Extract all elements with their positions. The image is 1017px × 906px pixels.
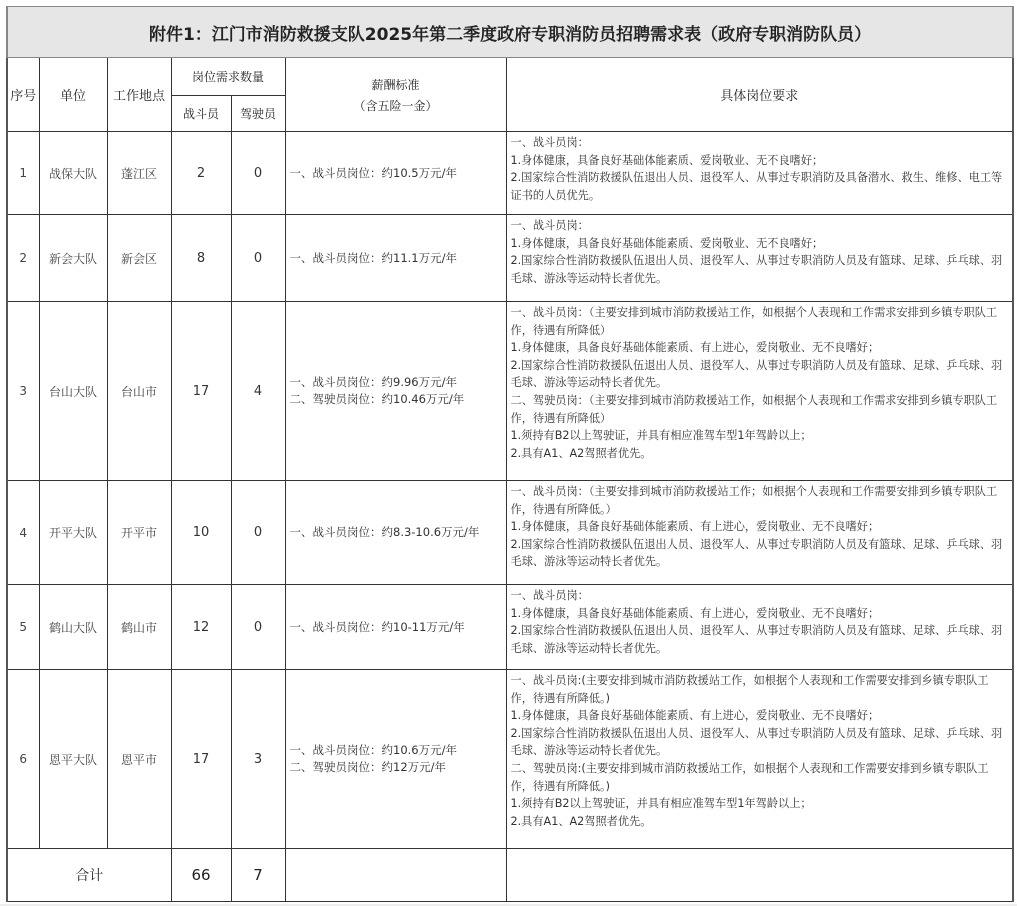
total-row xyxy=(7,849,1013,902)
requirement-line: 一、战斗员岗：（主要安排到城市消防救援站工作；如根据个人表现和工作需要安排到乡镇专职队工作，待遇有所降低。） xyxy=(510,485,998,516)
requirement-line: 1.须持有B2以上驾驶证，并具有相应准驾车型1年驾龄以上； xyxy=(510,797,812,811)
cell-location: 恩平市 xyxy=(107,670,171,849)
salary-line: 一、战斗员岗位：约9.96万元/年 xyxy=(289,375,457,389)
header-seq: 序号 xyxy=(7,58,39,132)
cell-seq: 1 xyxy=(7,132,39,215)
total-firefighter: 66 xyxy=(171,849,231,902)
cell-requirements xyxy=(506,481,1013,585)
cell-unit: 新会大队 xyxy=(39,215,107,302)
total-salary-empty xyxy=(285,849,506,902)
cell-salary xyxy=(285,481,506,585)
cell-firefighter-count: 17 xyxy=(171,670,231,849)
cell-firefighter-count: 8 xyxy=(171,215,231,302)
requirement-line: 一、战斗员岗:(主要安排到城市消防救援站工作，如根据个人表现和工作需要安排到乡镇专职队工作，待遇有所降低。) xyxy=(510,674,989,705)
cell-driver-count: 0 xyxy=(231,132,285,215)
cell-requirements xyxy=(506,132,1013,215)
requirement-line: 2.国家综合性消防救援队伍退出人员、退役军人、从事过专职消防及具备潜水、救生、维修、电工等证书的人员优先。 xyxy=(510,171,1003,202)
table-row xyxy=(7,132,1013,215)
salary-line: 二、驾驶员岗位：约10.46万元/年 xyxy=(289,392,465,406)
table-row xyxy=(7,670,1013,849)
cell-firefighter-count: 17 xyxy=(171,302,231,481)
cell-driver-count: 0 xyxy=(231,215,285,302)
document-title: 附件1：江门市消防救援支队2025年第二季度政府专职消防员招聘需求表（政府专职消防队员） xyxy=(7,7,1013,58)
header-unit: 单位 xyxy=(39,58,107,132)
cell-unit: 鹤山大队 xyxy=(39,585,107,670)
requirement-line: 1.身体健康，具备良好基础体能素质、有上进心，爱岗敬业、无不良嗜好； xyxy=(510,341,880,355)
table-row xyxy=(7,481,1013,585)
table-row xyxy=(7,215,1013,302)
cell-driver-count: 0 xyxy=(231,481,285,585)
requirement-line: 2.国家综合性消防救援队伍退出人员、退役军人、从事过专职消防人员及有篮球、足球、乒乓球、羽毛球、游泳等运动特长者优先。 xyxy=(510,726,1003,758)
cell-requirements xyxy=(506,585,1013,670)
cell-driver-count: 3 xyxy=(231,670,285,849)
cell-driver-count: 0 xyxy=(231,585,285,670)
header-requirements: 具体岗位要求 xyxy=(506,58,1013,132)
total-driver: 7 xyxy=(231,849,285,902)
cell-location: 台山市 xyxy=(107,302,171,481)
header-salary-label: 薪酬标准 xyxy=(371,77,420,92)
salary-line: 一、战斗员岗位：约10.6万元/年 xyxy=(289,743,457,757)
cell-salary xyxy=(285,132,506,215)
requirement-line: 2.国家综合性消防救援队伍退出人员、退役军人、从事过专职消防人员及有篮球、足球、乒乓球、羽毛球、游泳等运动特长者优先。 xyxy=(510,624,1003,655)
requirement-line: 1.身体健康，具备良好基础体能素质、有上进心，爱岗敬业、无不良嗜好； xyxy=(510,520,880,534)
salary-line: 一、战斗员岗位：约8.3-10.6万元/年 xyxy=(289,525,480,539)
requirement-line: 二、驾驶员岗：（主要安排到城市消防救援站工作，如根据个人表现和工作需求安排到乡镇专职队工作，待遇有所降低） xyxy=(510,393,998,425)
salary-line: 二、驾驶员岗位：约12万元/年 xyxy=(289,760,447,774)
cell-unit: 台山大队 xyxy=(39,302,107,481)
cell-location: 鹤山市 xyxy=(107,585,171,670)
cell-firefighter-count: 10 xyxy=(171,481,231,585)
recruitment-table-sheet xyxy=(6,6,1012,902)
requirement-line: 1.身体健康，具备良好基础体能素质、爱岗敬业、无不良嗜好； xyxy=(510,153,824,167)
cell-location: 新会区 xyxy=(107,215,171,302)
requirement-line: 2.国家综合性消防救援队伍退出人员、退役军人、从事过专职消防人员及有篮球、足球、乒乓球、羽毛球、游泳等运动特长者优先。 xyxy=(510,537,1003,569)
cell-salary xyxy=(285,302,506,481)
requirement-line: 2.具有A1、A2驾照者优先。 xyxy=(510,814,652,828)
cell-location: 开平市 xyxy=(107,481,171,585)
salary-line: 一、战斗员岗位：约10.5万元/年 xyxy=(289,165,457,180)
title-row xyxy=(7,7,1013,58)
header-salary xyxy=(285,58,506,132)
cell-unit: 开平大队 xyxy=(39,481,107,585)
requirement-line: 一、战斗员岗： xyxy=(510,219,589,232)
requirement-line: 1.须持有B2以上驾驶证，并具有相应准驾车型1年驾龄以上； xyxy=(510,429,812,443)
requirement-line: 2.国家综合性消防救援队伍退出人员、退役军人、从事过专职消防人员及有篮球、足球、乒乓球、羽毛球、游泳等运动特长者优先。 xyxy=(510,254,1003,285)
total-label: 合计 xyxy=(7,849,171,902)
salary-line: 一、战斗员岗位：约10-11万元/年 xyxy=(289,619,465,634)
cell-seq: 6 xyxy=(7,670,39,849)
requirement-line: 1.身体健康，具备良好基础体能素质、爱岗敬业、无不良嗜好； xyxy=(510,236,824,250)
header-demand-group: 岗位需求数量 xyxy=(171,58,285,96)
requirement-line: 1.身体健康，具备良好基础体能素质、有上进心，爱岗敬业、无不良嗜好； xyxy=(510,709,880,723)
salary-line: 一、战斗员岗位：约11.1万元/年 xyxy=(289,250,457,265)
cell-unit: 战保大队 xyxy=(39,132,107,215)
header-salary-note: （含五险一金） xyxy=(353,98,438,113)
cell-requirements xyxy=(506,215,1013,302)
cell-firefighter-count: 2 xyxy=(171,132,231,215)
header-row-1 xyxy=(7,58,1013,96)
requirement-line: 一、战斗员岗： xyxy=(510,136,589,149)
cell-requirements xyxy=(506,670,1013,849)
cell-seq: 3 xyxy=(7,302,39,481)
cell-unit: 恩平大队 xyxy=(39,670,107,849)
cell-driver-count: 4 xyxy=(231,302,285,481)
cell-requirements xyxy=(506,302,1013,481)
table-row xyxy=(7,302,1013,481)
header-location: 工作地点 xyxy=(107,58,171,132)
requirement-line: 二、驾驶员岗:(主要安排到城市消防救援站工作，如根据个人表现和工作需要安排到乡镇专职队工作，待遇有所降低。) xyxy=(510,761,989,793)
recruitment-demand-table xyxy=(6,6,1014,902)
cell-seq: 4 xyxy=(7,481,39,585)
requirement-line: 一、战斗员岗： xyxy=(510,589,589,602)
cell-seq: 2 xyxy=(7,215,39,302)
cell-seq: 5 xyxy=(7,585,39,670)
header-firefighter: 战斗员 xyxy=(171,96,231,132)
cell-salary xyxy=(285,585,506,670)
cell-salary xyxy=(285,215,506,302)
header-driver: 驾驶员 xyxy=(231,96,285,132)
table-row xyxy=(7,585,1013,670)
requirement-line: 2.具有A1、A2驾照者优先。 xyxy=(510,446,652,460)
total-requirements-empty xyxy=(506,849,1013,902)
requirement-line: 2.国家综合性消防救援队伍退出人员、退役军人、从事过专职消防人员及有篮球、足球、乒乓球、羽毛球、游泳等运动特长者优先。 xyxy=(510,358,1003,390)
cell-firefighter-count: 12 xyxy=(171,585,231,670)
cell-location: 蓬江区 xyxy=(107,132,171,215)
requirement-line: 1.身体健康，具备良好基础体能素质、有上进心，爱岗敬业、无不良嗜好； xyxy=(510,606,880,620)
requirement-line: 一、战斗员岗：（主要安排到城市消防救援站工作，如根据个人表现和工作需求安排到乡镇专职队工作，待遇有所降低） xyxy=(510,306,998,337)
cell-salary xyxy=(285,670,506,849)
